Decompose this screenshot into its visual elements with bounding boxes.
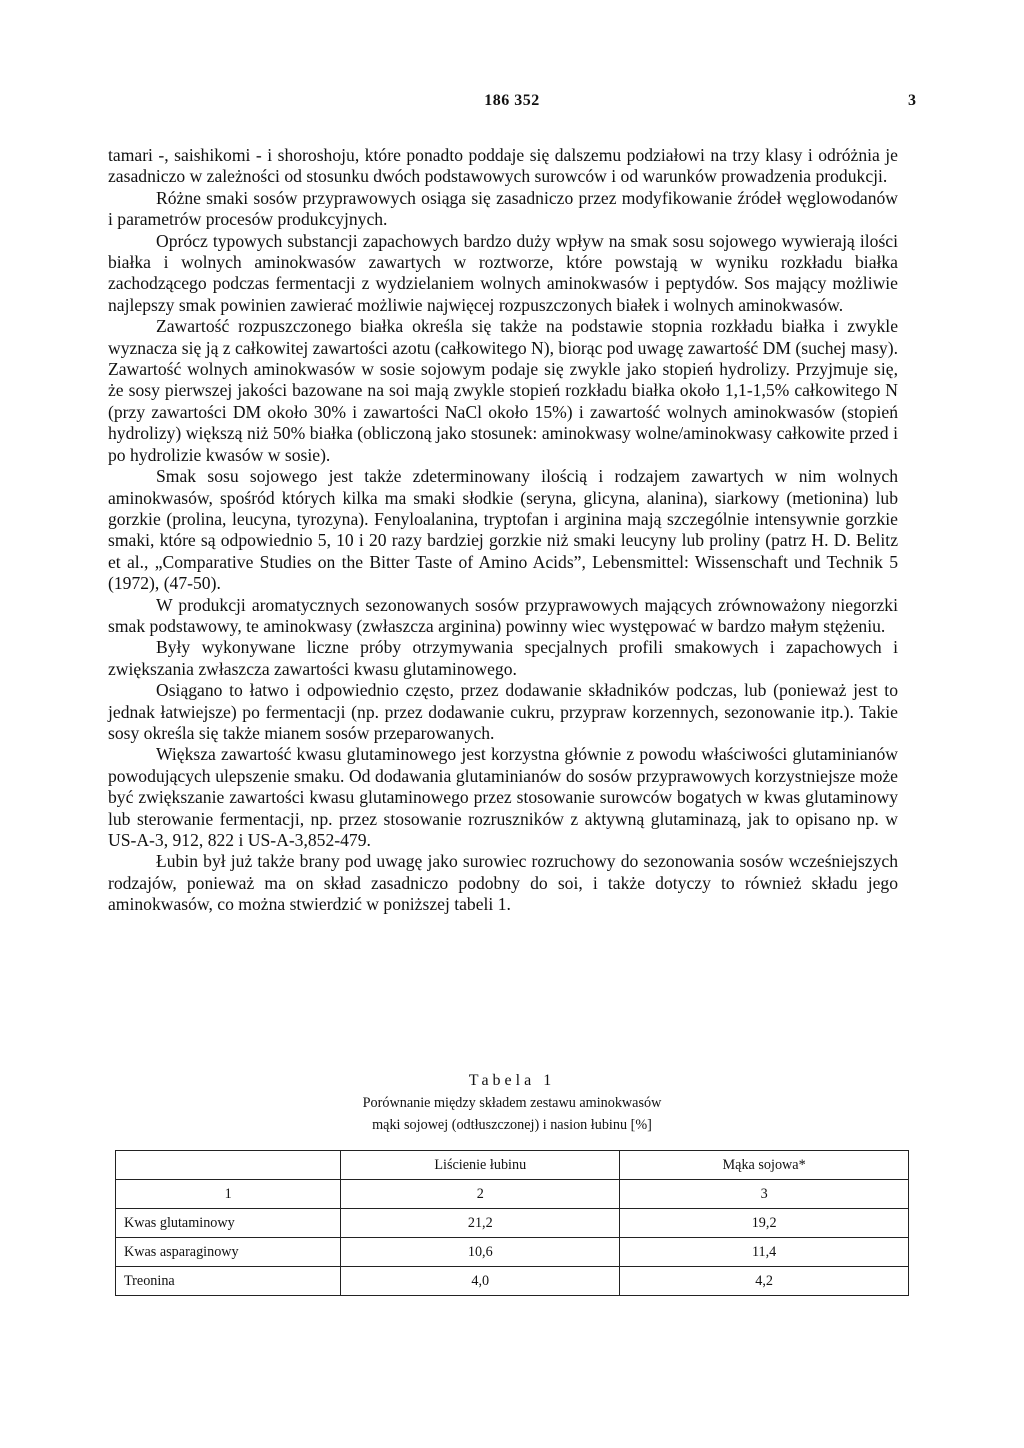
amino-acid-name: Treonina (116, 1267, 341, 1296)
column-number: 1 (116, 1180, 341, 1209)
soy-value: 4,2 (620, 1267, 909, 1296)
paragraph: Oprócz typowych substancji zapachowych bardzo duży wpływ na smak sosu sojowego wywierają ilości białka i wolnych aminokwasów zawartych w roztworze, które powstają w wyniku rozkładu białka zachodzącego podczas fermentacji z wydzielaniem wolnych aminokwasów i peptydów. Sos mający możliwie najlepszy smak powinien zawierać możliwie najwięcej rozpuszczonych białek i wolnych aminokwasów. (108, 230, 898, 315)
paragraph: W produkcji aromatycznych sezonowanych sosów przyprawowych mających zrównoważony niegorzki smak podstawowy, te aminokwasy (zwłaszcza arginina) powinny wiec występować w bardzo małym stężeniu. (108, 594, 898, 636)
table-caption (0, 1070, 1024, 1136)
lupin-value: 4,0 (341, 1267, 620, 1296)
paragraph: Większa zawartość kwasu glutaminowego jest korzystna głównie z powodu właściwości glutaminianów powodujących ulepszenie smaku. Od dodawania glutaminianów do sosów przyprawowych korzystniejsze może być zwiększanie zawartości kwasu glutaminowego przez stosowanie surowców bogatych w kwas glutaminowy lub sterowanie fermentacji, np. przez stosowanie rozruszników z aktywną glutaminazą, jak to opisano np. w US-A-3, 912, 822 i US-A-3,852-479. (108, 744, 898, 850)
table-title-line-2: mąki sojowej (odtłuszczonej) i nasion łubinu [%] (372, 1117, 652, 1133)
paragraph: Zawartość rozpuszczonego białka określa się także na podstawie stopnia rozkładu białka i zwykle wyznacza się ją z całkowitej zawartości azotu (całkowitego N), biorąc pod uwagę zawartość DM (suchej masy). Zawartość wolnych aminokwasów w sosie sojowym podaje się zwykle jako stopień hydrolizy. Przyjmuje się, że sosy pierwszej jakości bazowane na soi mają zwykle stopień rozkładu białka około 1,1-1,5% całkowitego N (przy zawartości DM około 30% i zawartości NaCl około 15%) i zawartość wolnych aminokwasów (stopień hydrolizy) większą niż 50% białka (obliczoną jako stosunek: aminokwasy wolne/aminokwasy całkowite przed i po hydrolizie kwasów w sosie). (108, 316, 898, 465)
column-number: 3 (620, 1180, 909, 1209)
paragraph: tamari -, saishikomi - i shoroshoju, które ponadto poddaje się dalszemu podziałowi na trzy klasy i odróżnia je zasadniczo w zależności od stosunku dwóch podstawowych surowców i od warunków prowadzenia produkcji. (108, 145, 898, 187)
page-header (0, 92, 1024, 116)
paragraph: Osiągano to łatwo i odpowiednio często, przez dodawanie składników podczas, lub (ponieważ jest to jednak łatwiejsze) po fermentacji (np. przez dodawanie cukru, przypraw korzennych, sezonowanie itp.). Takie sosy określa się także mianem sosów przeparowanych. (108, 680, 898, 743)
table-row (116, 1238, 909, 1267)
lupin-value: 10,6 (341, 1238, 620, 1267)
paragraph: Były wykonywane liczne próby otrzymywania specjalnych profili smakowych i zapachowych i zwiększania zwłaszcza zawartości kwasu glutaminowego. (108, 637, 898, 679)
table-column-number-row (116, 1180, 909, 1209)
table-title-line-1: Porównanie między składem zestawu aminokwasów (362, 1095, 662, 1111)
paragraph: Smak sosu sojowego jest także zdeterminowany ilością i rodzajem zawartych w nim wolnych aminokwasów, spośród których kilka ma smaki słodkie (seryna, glicyna, alanina), siarkowy (metionina) lub gorzkie (prolina, leucyna, tyrozyna). Fenyloalanina, tryptofan i arginina mają szczególnie intensywnie gorzkie smaki, które są odpowiednio 5, 10 i 20 razy bardziej gorzkie niż smaki leucyny lub proliny (patrz H. D. Belitz et al., „Comparative Studies on the Bitter Taste of Amino Acids”, Lebensmittel: Wissenschaft und Technik 5 (1972), (47-50). (108, 466, 898, 594)
amino-acid-table (115, 1150, 909, 1296)
amino-acid-name: Kwas asparaginowy (116, 1238, 341, 1267)
body-text (108, 145, 898, 916)
paragraph: Różne smaki sosów przyprawowych osiąga się zasadniczo przez modyfikowanie źródeł węglowodanów i parametrów procesów produkcyjnych. (108, 187, 898, 230)
table-label: Tabela 1 (468, 1072, 556, 1089)
table-header-cell: Liścienie łubinu (341, 1151, 620, 1180)
column-number: 2 (341, 1180, 620, 1209)
soy-value: 11,4 (620, 1238, 909, 1267)
table-row (116, 1267, 909, 1296)
table-header-cell (116, 1151, 341, 1180)
table-header-cell: Mąka sojowa* (620, 1151, 909, 1180)
document-number: 186 352 (484, 92, 540, 109)
page-number: 3 (908, 92, 916, 109)
table-header-row (116, 1151, 909, 1180)
table-row (116, 1209, 909, 1238)
lupin-value: 21,2 (341, 1209, 620, 1238)
paragraph: Łubin był już także brany pod uwagę jako surowiec rozruchowy do sezonowania sosów wcześniejszych rodzajów, ponieważ ma on skład zasadniczo podobny do soi, i także dotyczy to również składu jego aminokwasów, co można stwierdzić w poniższej tabeli 1. (108, 851, 898, 915)
soy-value: 19,2 (620, 1209, 909, 1238)
amino-acid-name: Kwas glutaminowy (116, 1209, 341, 1238)
